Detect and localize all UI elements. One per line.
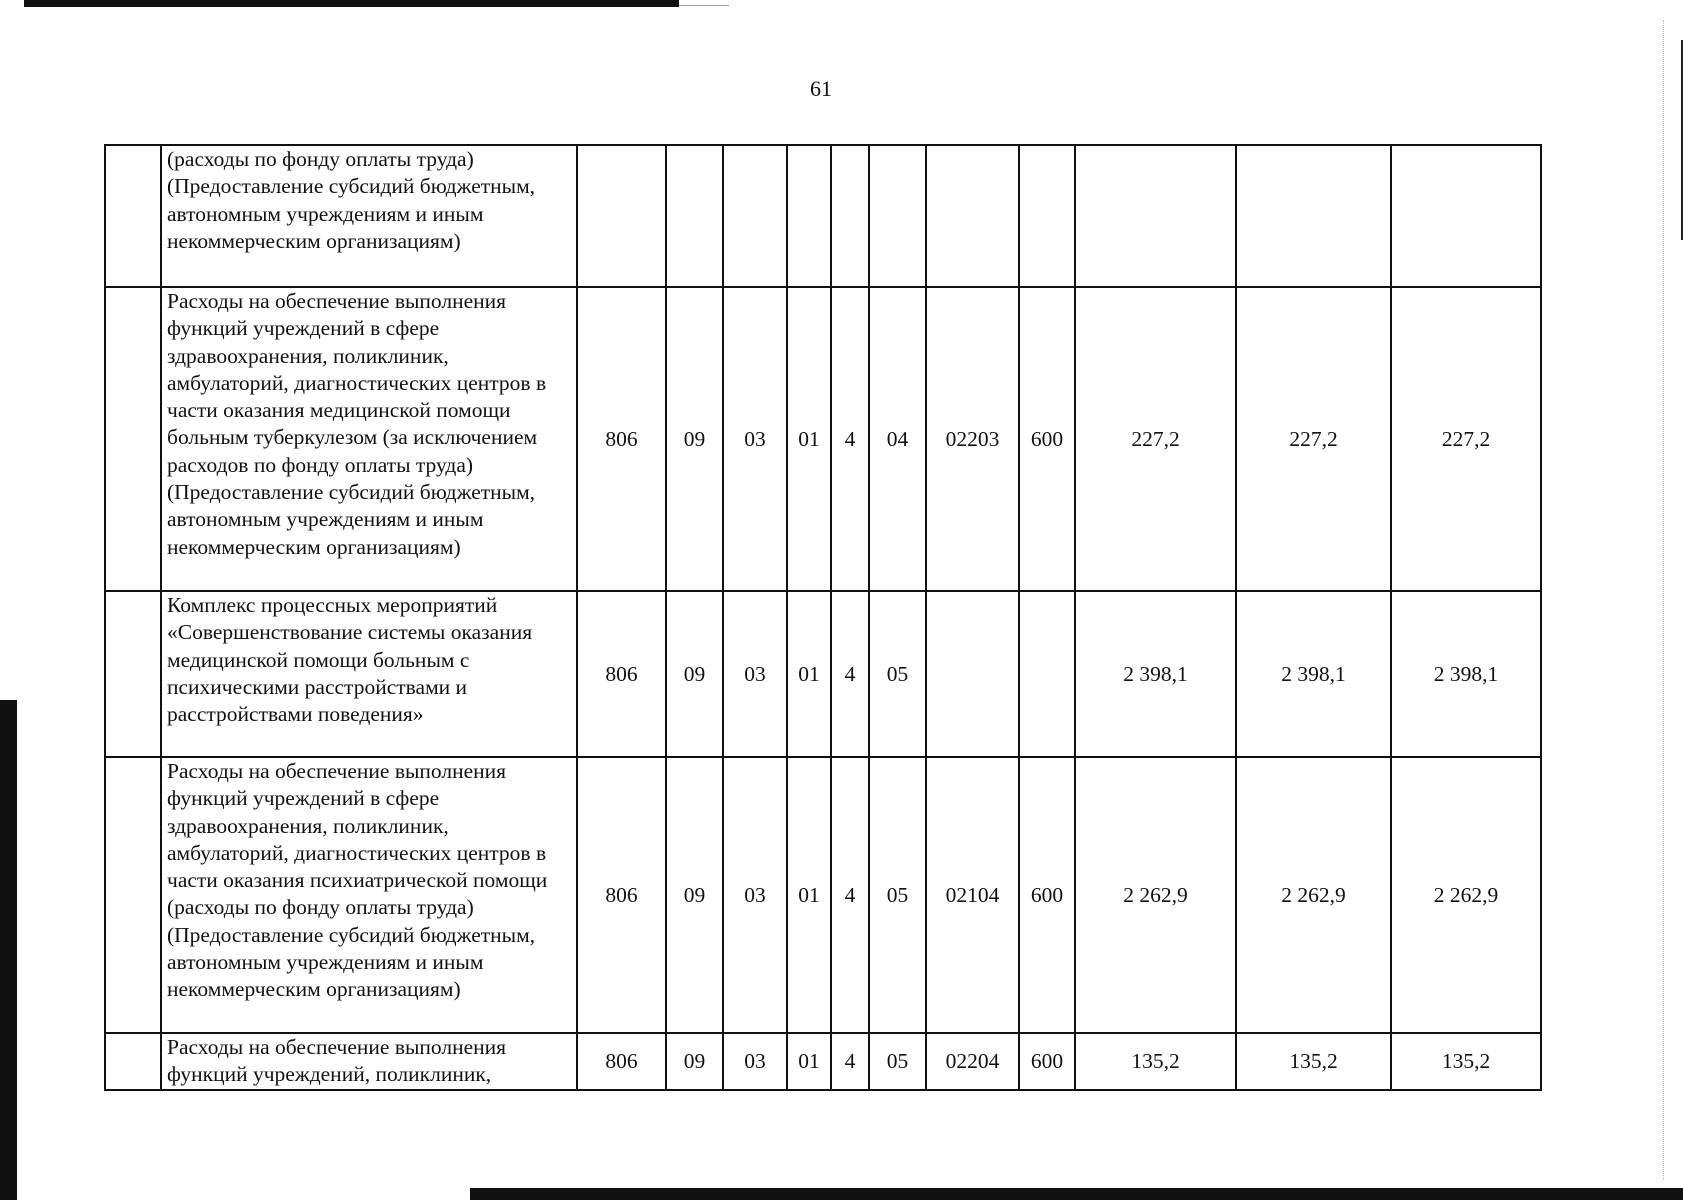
cell-expense-type xyxy=(1019,145,1075,287)
cell-program-code: 01 xyxy=(787,1033,831,1090)
cell-amount-1: 227,2 xyxy=(1075,287,1236,591)
cell-subsection-code: 03 xyxy=(723,287,787,591)
cell-subsection-code: 03 xyxy=(723,1033,787,1090)
table-row xyxy=(105,1033,1541,1090)
cell-ministry-code xyxy=(577,145,666,287)
cell-amount-2: 2 262,9 xyxy=(1236,757,1391,1033)
cell-activity-code: 04 xyxy=(869,287,926,591)
scan-edge-left xyxy=(0,700,17,1200)
cell-direction-code xyxy=(926,591,1019,757)
cell-amount-3: 2 398,1 xyxy=(1391,591,1541,757)
row-description: Комплекс процессных мероприятий «Совершенствование системы оказания медицинской помощи больным с психическими расстройствами и расстройствами поведения» xyxy=(161,591,577,757)
cell-amount-3: 2 262,9 xyxy=(1391,757,1541,1033)
table-row xyxy=(105,757,1541,1033)
cell-expense-type xyxy=(1019,591,1075,757)
cell-amount-1: 135,2 xyxy=(1075,1033,1236,1090)
cell-subsection-code: 03 xyxy=(723,757,787,1033)
cell-subprogram-code xyxy=(831,145,869,287)
scan-edge-top-thin xyxy=(679,5,729,6)
cell-amount-1: 2 398,1 xyxy=(1075,591,1236,757)
table-row xyxy=(105,287,1541,591)
cell-expense-type: 600 xyxy=(1019,757,1075,1033)
cell-amount-3: 227,2 xyxy=(1391,287,1541,591)
cell-section-code: 09 xyxy=(666,757,723,1033)
cell-subsection-code xyxy=(723,145,787,287)
cell-subprogram-code: 4 xyxy=(831,287,869,591)
row-description: (расходы по фонду оплаты труда) (Предоставление субсидий бюджетным, автономным учреждениям и иным некоммерческим организациям) xyxy=(161,145,577,287)
row-index-cell xyxy=(105,591,161,757)
cell-amount-2 xyxy=(1236,145,1391,287)
cell-program-code: 01 xyxy=(787,287,831,591)
cell-subprogram-code: 4 xyxy=(831,591,869,757)
row-description: Расходы на обеспечение выполнения функций учреждений в сфере здравоохранения, поликлиник, амбулаторий, диагностических центров в части оказания медицинской помощи больным туберкулезом (за исключением расходов по фонду оплаты труда) (Предоставление субсидий бюджетным, автономным учреждениям и иным некоммерческим организациям) xyxy=(161,287,577,591)
row-index-cell xyxy=(105,287,161,591)
cell-subprogram-code: 4 xyxy=(831,1033,869,1090)
cell-subprogram-code: 4 xyxy=(831,757,869,1033)
cell-direction-code: 02104 xyxy=(926,757,1019,1033)
row-index-cell xyxy=(105,757,161,1033)
table-row xyxy=(105,591,1541,757)
cell-program-code: 01 xyxy=(787,757,831,1033)
cell-amount-1 xyxy=(1075,145,1236,287)
cell-activity-code: 05 xyxy=(869,1033,926,1090)
row-index-cell xyxy=(105,145,161,287)
cell-ministry-code: 806 xyxy=(577,757,666,1033)
cell-section-code: 09 xyxy=(666,1033,723,1090)
cell-amount-2: 227,2 xyxy=(1236,287,1391,591)
cell-expense-type: 600 xyxy=(1019,1033,1075,1090)
scan-noise-line xyxy=(1663,20,1664,1180)
row-description: Расходы на обеспечение выполнения функций учреждений, поликлиник, xyxy=(161,1033,577,1090)
cell-activity-code: 05 xyxy=(869,591,926,757)
cell-expense-type: 600 xyxy=(1019,287,1075,591)
cell-direction-code xyxy=(926,145,1019,287)
scan-edge-bottom xyxy=(470,1188,1683,1200)
row-description: Расходы на обеспечение выполнения функций учреждений в сфере здравоохранения, поликлиник, амбулаторий, диагностических центров в части оказания психиатрической помощи (расходы по фонду оплаты труда) (Предоставление субсидий бюджетным, автономным учреждениям и иным некоммерческим организациям) xyxy=(161,757,577,1033)
cell-ministry-code: 806 xyxy=(577,287,666,591)
cell-amount-1: 2 262,9 xyxy=(1075,757,1236,1033)
cell-section-code xyxy=(666,145,723,287)
cell-section-code: 09 xyxy=(666,287,723,591)
cell-activity-code xyxy=(869,145,926,287)
cell-amount-3 xyxy=(1391,145,1541,287)
budget-table xyxy=(104,144,1542,1091)
cell-ministry-code: 806 xyxy=(577,1033,666,1090)
cell-activity-code: 05 xyxy=(869,757,926,1033)
cell-program-code: 01 xyxy=(787,591,831,757)
cell-amount-2: 135,2 xyxy=(1236,1033,1391,1090)
cell-section-code: 09 xyxy=(666,591,723,757)
cell-amount-2: 2 398,1 xyxy=(1236,591,1391,757)
cell-program-code xyxy=(787,145,831,287)
cell-ministry-code: 806 xyxy=(577,591,666,757)
cell-direction-code: 02203 xyxy=(926,287,1019,591)
table-row xyxy=(105,145,1541,287)
cell-direction-code: 02204 xyxy=(926,1033,1019,1090)
page-number: 61 xyxy=(810,76,832,101)
cell-amount-3: 135,2 xyxy=(1391,1033,1541,1090)
cell-subsection-code: 03 xyxy=(723,591,787,757)
row-index-cell xyxy=(105,1033,161,1090)
scan-edge-top xyxy=(24,0,679,7)
